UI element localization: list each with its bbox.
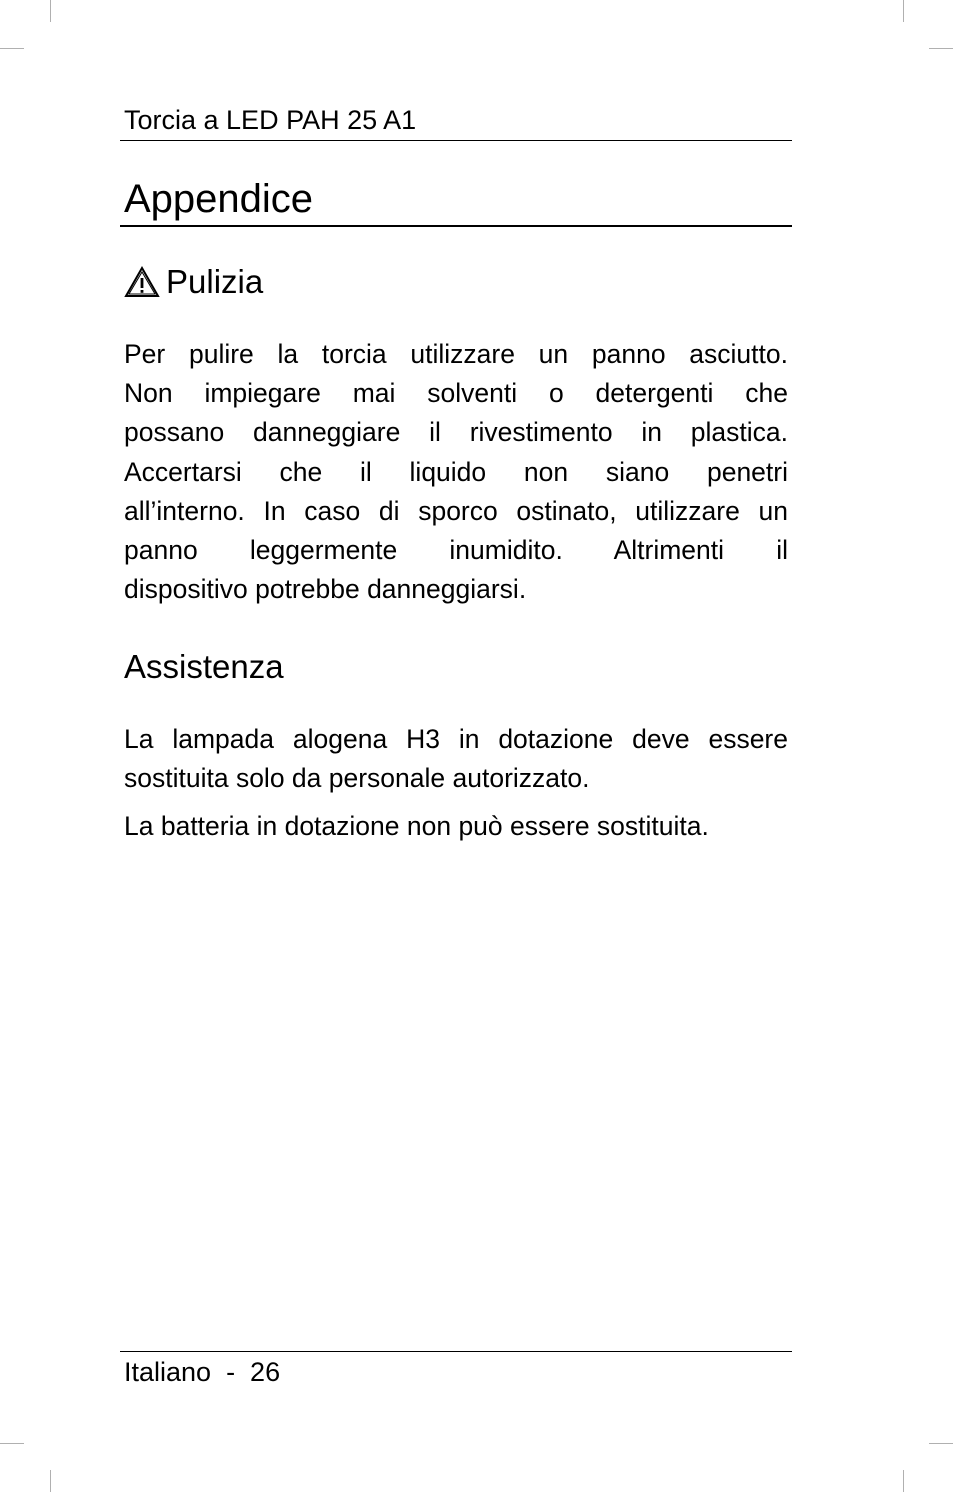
text-line: dispositivo potrebbe danneggiarsi.	[124, 574, 527, 605]
crop-mark	[50, 1470, 51, 1492]
chapter-divider	[120, 225, 792, 227]
text-line: sostituita solo da personale autorizzato.	[124, 763, 590, 794]
crop-mark	[50, 0, 51, 22]
text-line: La lampada alogena H3 in dotazione deve essere	[124, 724, 788, 754]
text-line: all’interno. In caso di sporco ostinato, utilizzare un	[124, 495, 788, 526]
crop-mark	[0, 1443, 24, 1444]
text-line: panno leggermente inumidito. Altrimenti il	[124, 535, 788, 566]
section-title-text: Pulizia	[166, 263, 264, 300]
crop-mark	[929, 48, 953, 49]
service-paragraph-1	[124, 720, 788, 798]
crop-mark	[929, 1443, 953, 1444]
service-paragraph-2	[124, 807, 788, 846]
header-divider	[120, 140, 792, 141]
cleaning-paragraph	[124, 335, 788, 609]
footer-divider	[120, 1351, 792, 1352]
crop-mark	[0, 48, 24, 49]
text-line: possano danneggiare il rivestimento in plastica.	[124, 417, 788, 448]
text-line: Non impiegare mai solventi o detergenti che	[124, 378, 788, 409]
crop-mark	[903, 0, 904, 22]
text-line: La batteria in dotazione non può essere sostituita.	[124, 811, 709, 841]
text-line: Accertarsi che il liquido non siano penetri	[124, 456, 788, 487]
section-title-text: Assistenza	[124, 648, 284, 685]
section-title-cleaning	[124, 262, 263, 302]
warning-triangle-icon	[124, 266, 160, 298]
section-title-service	[124, 647, 284, 687]
crop-mark	[903, 1470, 904, 1492]
page-footer: Italiano - 26	[124, 1357, 281, 1387]
text-line: Per pulire la torcia utilizzare un panno asciutto.	[124, 339, 788, 369]
chapter-title: Appendice	[124, 177, 314, 221]
running-header: Torcia a LED PAH 25 A1	[124, 105, 417, 135]
